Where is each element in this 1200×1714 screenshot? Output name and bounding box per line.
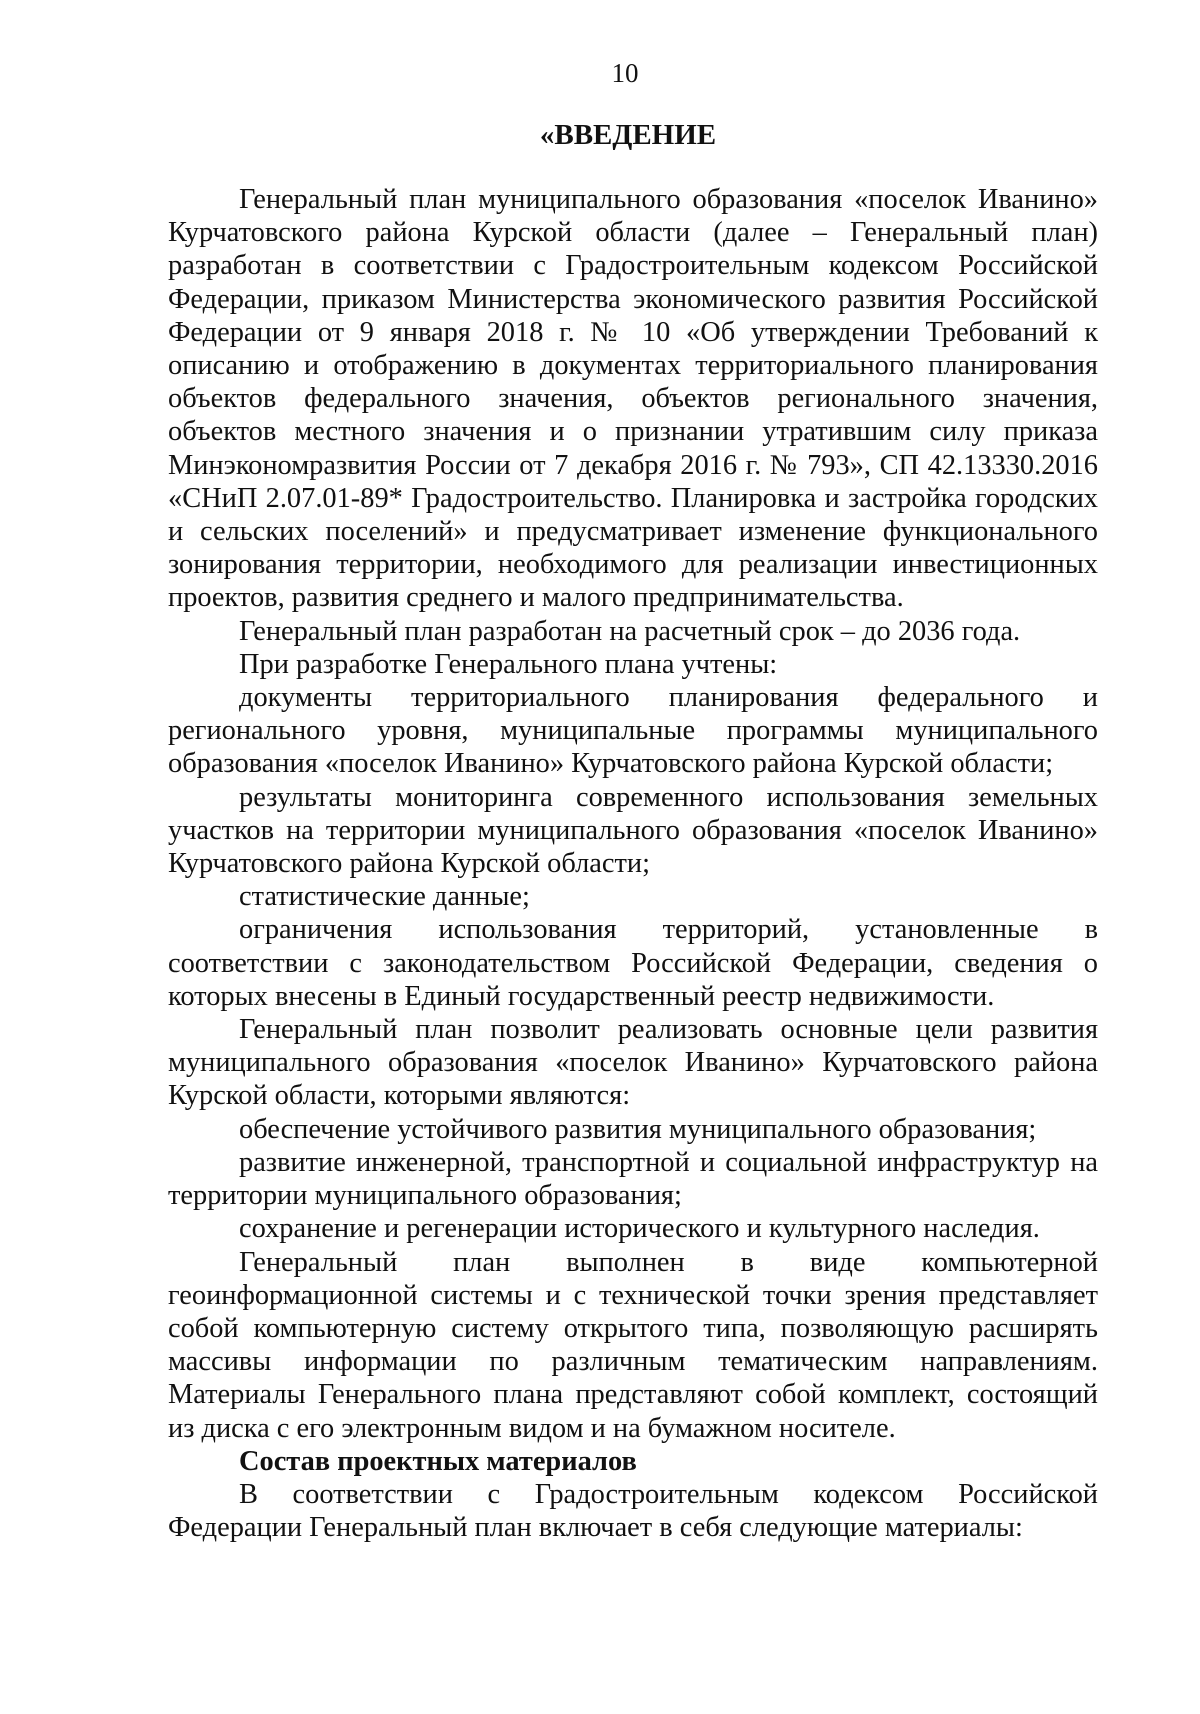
paragraph-materials: В соответствии с Градостроительным кодексом Российской Федерации Генеральный план включает в себя следующие материалы:: [168, 1478, 1098, 1544]
subheading-materials: Состав проектных материалов: [239, 1445, 637, 1477]
list-item: ограничения использования территорий, установленные в соответствии с законодательством Российской Федерации, сведения о которых внесены в Единый государственный реестр недвижимости.: [168, 914, 1098, 1012]
document-body: [168, 183, 1098, 1544]
list-item: результаты мониторинга современного использования земельных участков на территории муниципального образования «поселок Иванино» Курчатовского района Курской области;: [168, 781, 1098, 880]
list-item: статистические данные;: [239, 881, 530, 913]
paragraph-gis: Генеральный план выполнен в виде компьютерной геоинформационной системы и с технической точки зрения представляет собой компьютерную систему открытого типа, позволяющую расширять массивы информации по различным тематическим направлениям. Материалы Генерального плана представляют собой комплект, состоящий из диска с его электронным видом и на бумажном носителе.: [168, 1246, 1098, 1444]
section-title: «ВВЕДЕНИЕ: [539, 119, 717, 151]
list-item: сохранение и регенерации исторического и культурного наследия.: [239, 1213, 1040, 1245]
list-item: обеспечение устойчивого развития муниципального образования;: [239, 1113, 1037, 1145]
page-number: 10: [611, 58, 639, 88]
paragraph-term: Генеральный план разработан на расчетный срок – до 2036 года.: [239, 615, 1021, 647]
paragraph-considered: При разработке Генерального плана учтены:: [239, 648, 778, 680]
list-item: развитие инженерной, транспортной и социальной инфраструктур на территории муниципального образования;: [168, 1146, 1098, 1212]
list-item: документы территориального планирования федерального и регионального уровня, муниципальные программы муниципального образования «поселок Иванино» Курчатовского района Курской области;: [168, 682, 1098, 780]
paragraph-goals: Генеральный план позволит реализовать основные цели развития муниципального образования «поселок Иванино» Курчатовского района Курской области, которыми являются:: [168, 1014, 1098, 1112]
paragraph-intro: Генеральный план муниципального образования «поселок Иванино» Курчатовского района Курской области (далее – Генеральный план) разработан в соответствии с Градостроительным кодексом Российской Федерации, приказом Министерства экономического развития Российской Федерации от 9 января 2018 г. № 10 «Об утверждении Требований к описанию и отображению в документах территориального планирования объектов федерального значения, объектов регионального значения, объектов местного значения и о признании утратившим силу приказа Минэкономразвития России от 7 декабря 2016 г. № 793», СП 42.13330.2016 «СНиП 2.07.01-89* Градостроительство. Планировка и застройка городских и сельских поселений» и предусматривает изменение функционального зонирования территории, необходимого для реализации инвестиционных проектов, развития среднего и малого предпринимательства.: [168, 184, 1098, 614]
